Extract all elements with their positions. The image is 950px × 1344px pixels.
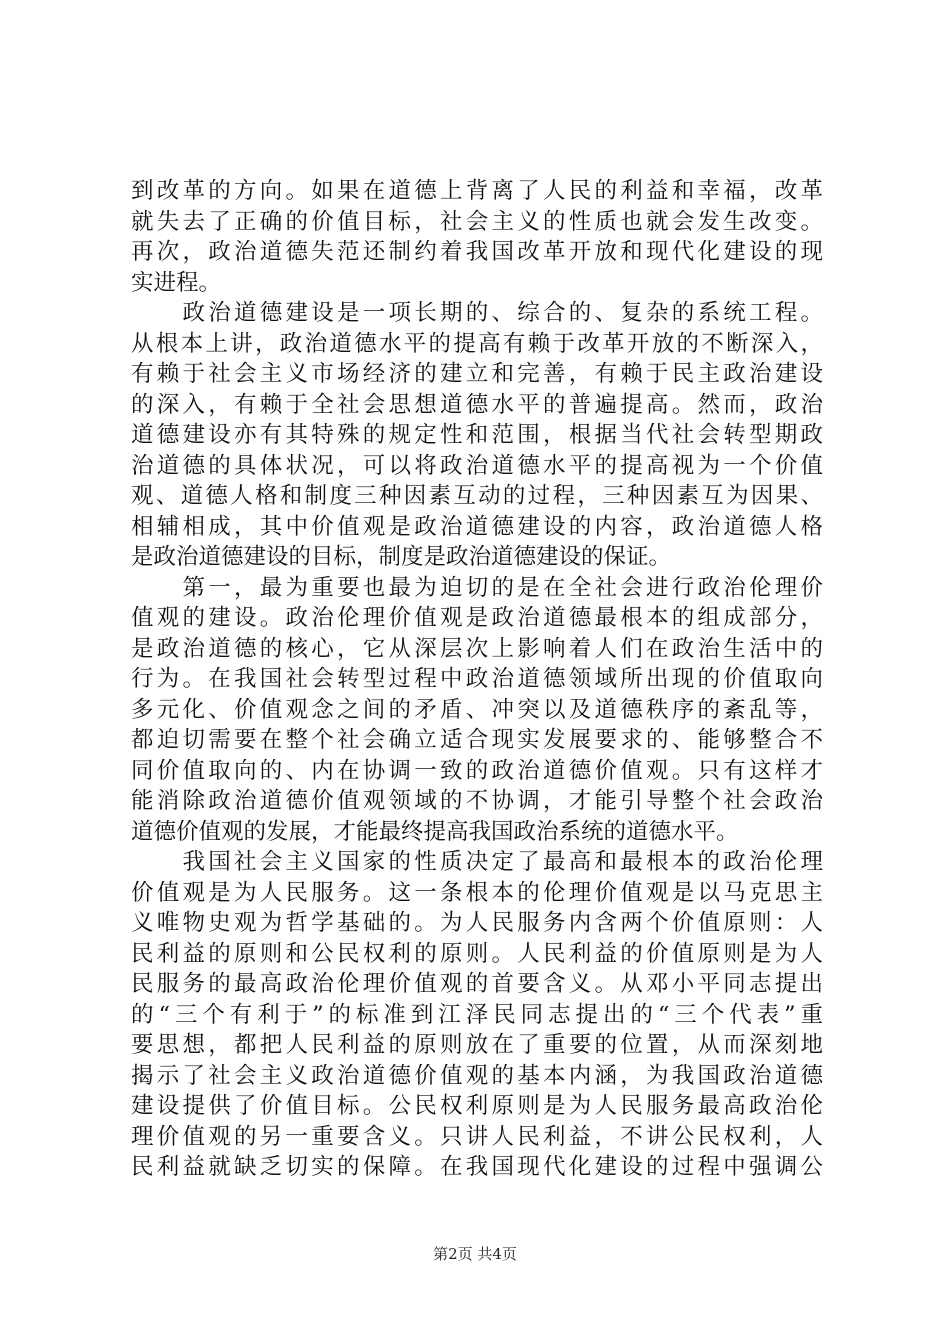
text-line: 相辅相成，其中价值观是政治道德建设的内容，政治道德人格 (131, 513, 823, 540)
text-line: 都迫切需要在整个社会确立适合现实发展要求的、能够整合不 (131, 727, 823, 753)
text-line: 道德建设亦有其特殊的规定性和范围，根据当代社会转型期政 (131, 422, 823, 448)
text-line: 民服务的最高政治伦理价值观的首要含义。从邓小平同志提出 (131, 971, 823, 997)
text-line: 就失去了正确的价值目标，社会主义的性质也就会发生改变。 (131, 208, 823, 235)
text-line: 第一，最为重要也最为迫切的是在全社会进行政治伦理价 (131, 574, 823, 601)
text-line: 是政治道德的核心，它从深层次上影响着人们在政治生活中的 (131, 635, 823, 662)
text-line: 价值观是为人民服务。这一条根本的伦理价值观是以马克思主 (131, 879, 823, 906)
text-line: 观、道德人格和制度三种因素互动的过程，三种因素互为因果、 (131, 483, 823, 509)
text-line: 义唯物史观为哲学基础的。为人民服务内含两个价值原则：人 (131, 910, 823, 936)
text-line: 理价值观的另一重要含义。只讲人民利益，不讲公民权利，人 (131, 1123, 823, 1150)
text-line: 建设提供了价值目标。公民权利原则是为人民服务最高政治伦 (131, 1093, 823, 1119)
text-line: 值观的建设。政治伦理价值观是政治道德最根本的组成部分， (131, 605, 823, 631)
text-line: 我国社会主义国家的性质决定了最高和最根本的政治伦理 (131, 849, 823, 875)
text-line: 揭示了社会主义政治道德价值观的基本内涵，为我国政治道德 (131, 1062, 823, 1089)
body-text (131, 176, 823, 1183)
text-line: 是政治道德建设的目标，制度是政治道德建设的保证。 (131, 544, 672, 570)
text-line: 的深入，有赖于全社会思想道德水平的普遍提高。然而，政治 (131, 391, 823, 418)
text-line: 再次，政治道德失范还制约着我国改革开放和现代化建设的现 (131, 239, 823, 265)
text-line: 民利益的原则和公民权利的原则。人民利益的价值原则是为人 (131, 940, 823, 967)
text-line: 有赖于社会主义市场经济的建立和完善，有赖于民主政治建设 (131, 361, 823, 387)
text-line: 到改革的方向。如果在道德上背离了人民的利益和幸福，改革 (131, 178, 823, 204)
text-line: 从根本上讲，政治道德水平的提高有赖于改革开放的不断深入， (131, 330, 823, 357)
text-line: 政治道德建设是一项长期的、综合的、复杂的系统工程。 (131, 300, 823, 326)
page-number-label: 第2页 共4页 (433, 1245, 517, 1263)
text-line: 要思想，都把人民利益的原则放在了重要的位置，从而深刻地 (131, 1032, 823, 1058)
text-line: 实进程。 (131, 269, 222, 296)
text-line: 的“三个有利于”的标准到江泽民同志提出的“三个代表”重 (131, 1001, 823, 1028)
page-footer (0, 1244, 950, 1264)
text-line: 道德价值观的发展，才能最终提高我国政治系统的道德水平。 (131, 818, 739, 845)
text-line: 同价值取向的、内在协调一致的政治道德价值观。只有这样才 (131, 757, 823, 784)
text-line: 行为。在我国社会转型过程中政治道德领域所出现的价值取向 (131, 666, 823, 692)
text-line: 民利益就缺乏切实的保障。在我国现代化建设的过程中强调公 (131, 1154, 823, 1180)
text-line: 多元化、价值观念之间的矛盾、冲突以及道德秩序的紊乱等， (131, 696, 823, 723)
text-line: 能消除政治道德价值观领域的不协调，才能引导整个社会政治 (131, 788, 823, 814)
text-line: 治道德的具体状况，可以将政治道德水平的提高视为一个价值 (131, 452, 823, 479)
